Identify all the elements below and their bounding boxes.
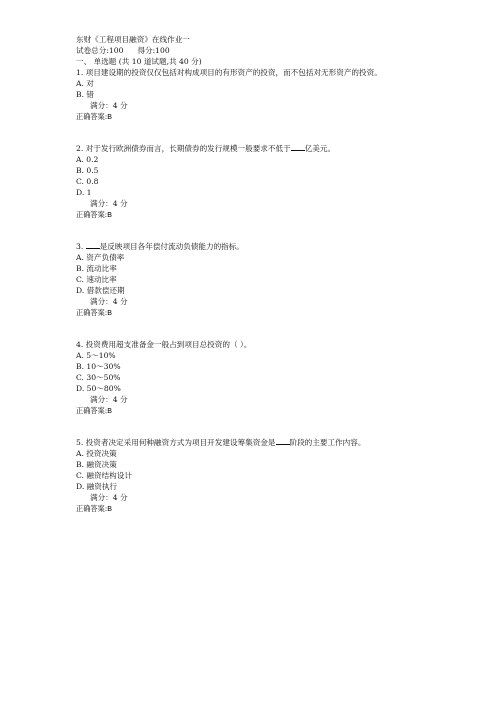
question-4-option-b: B. 10～30%	[76, 362, 121, 371]
question-3-stem	[76, 241, 476, 252]
question-1-score: 满分：4 分	[90, 101, 128, 110]
question-1-option-b: B. 错	[76, 90, 95, 99]
question-1-stem: 1. 项目建设期的投资仅仅包括对构成项目的有形资产的投资，而不包括对无形资产的投资。	[76, 68, 382, 77]
question-2-option-b: B. 0.5	[76, 166, 99, 175]
question-separator	[76, 122, 476, 143]
question-2-answer: 正确答案:B	[76, 210, 113, 219]
section-heading: 一、 单选题 (共 10 道试题,共 40 分)	[76, 57, 202, 66]
question-5-option-d: D. 融资执行	[76, 482, 118, 491]
question-3-answer: 正确答案:B	[76, 308, 113, 317]
question-4-option-a: A. 5～10%	[76, 351, 116, 360]
question-5-option-a: A. 投资决策	[76, 449, 117, 458]
obtained-score-label: 得分:100	[137, 46, 170, 55]
question-5-stem-after: 阶段的主要工作内容。	[289, 438, 366, 447]
question-3-option-c: C. 速动比率	[76, 275, 117, 284]
fill-blank	[291, 143, 305, 151]
question-separator	[76, 220, 476, 241]
question-4-option-d: D. 50～80%	[76, 384, 121, 393]
total-score-label: 试卷总分:100	[76, 46, 124, 55]
document-title: 东财《工程项目融资》在线作业一	[76, 35, 190, 44]
question-2-stem-after: 亿美元。	[304, 144, 336, 153]
question-2-option-a: A. 0.2	[76, 155, 99, 164]
question-4-option-c: C. 30～50%	[76, 373, 121, 382]
question-2-stem-before: 2. 对于发行欧洲债券而言，长期债券的发行规模一般要求不低于	[76, 144, 291, 153]
question-1-option-a: A. 对	[76, 79, 94, 88]
question-1-answer: 正确答案:B	[76, 112, 113, 121]
question-2-option-d: D. 1	[76, 188, 92, 197]
question-2-option-c: C. 0.8	[76, 177, 99, 186]
question-separator	[76, 318, 476, 339]
question-5-stem	[76, 437, 476, 448]
question-5-stem-before: 5. 投资者决定采用何种融资方式为项目开发建设筹集资金是	[76, 438, 276, 447]
score-summary	[76, 45, 476, 56]
question-5-answer: 正确答案:B	[76, 504, 113, 513]
question-2-stem	[76, 143, 476, 154]
question-3-option-b: B. 流动比率	[76, 264, 117, 273]
question-4-stem: 4. 投资费用超支准备金一般占到项目总投资的（ ）。	[76, 340, 252, 349]
question-3-option-a: A. 资产负债率	[76, 253, 125, 262]
question-3-stem-after: 是反映项目各年偿付流动负债能力的指标。	[99, 242, 244, 251]
question-5-option-c: C. 融资结构设计	[76, 471, 132, 480]
question-3-stem-before: 3.	[76, 242, 86, 251]
question-4-answer: 正确答案:B	[76, 406, 113, 415]
question-4-score: 满分：4 分	[90, 395, 128, 404]
question-5-score: 满分：4 分	[90, 493, 128, 502]
document-content	[76, 34, 476, 514]
fill-blank	[86, 241, 100, 249]
question-separator	[76, 416, 476, 437]
question-2-score: 满分：4 分	[90, 199, 128, 208]
question-5-option-b: B. 融资决策	[76, 460, 117, 469]
question-3-score: 满分：4 分	[90, 297, 128, 306]
question-3-option-d: D. 借款偿还期	[76, 286, 125, 295]
fill-blank	[276, 437, 290, 445]
